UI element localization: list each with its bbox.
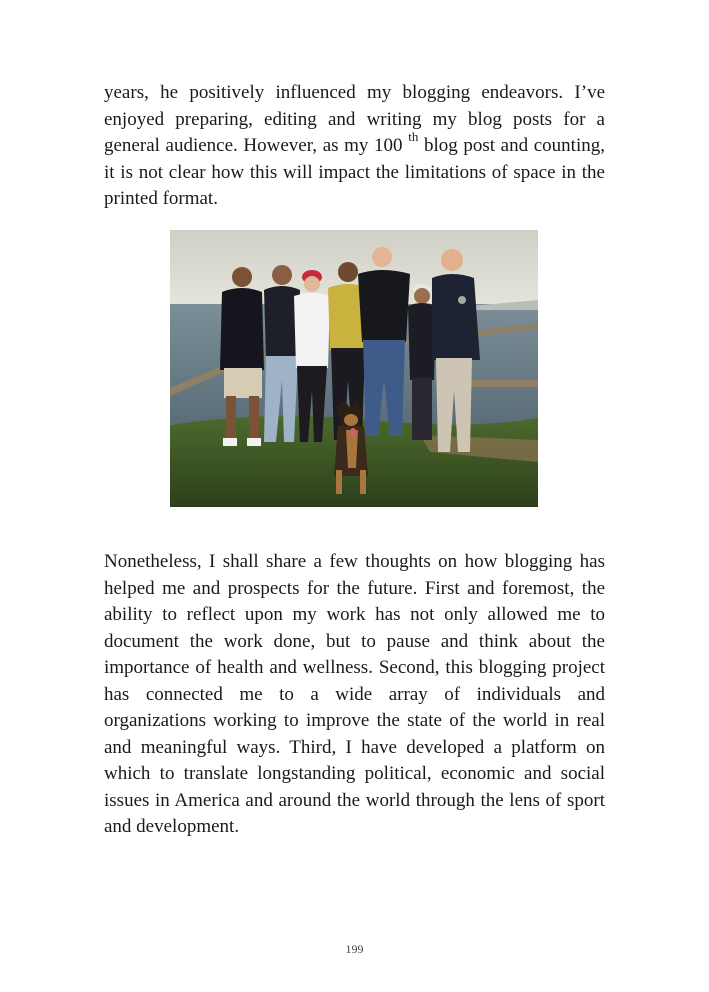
person-6 [408, 284, 436, 440]
para1-text-after: blog post and counting, it is not clear how this will impact the limitations of space in the printed format. [104, 135, 605, 209]
paragraph-top [104, 80, 605, 213]
para1-text-before: years, he positively influenced my blogging endeavors. I’ve enjoyed preparing, editing and writing my blog posts for a general audience. However, as my 100 [104, 82, 605, 156]
page-number: 199 [345, 942, 364, 956]
paragraph-bottom: Nonetheless, I shall share a few thoughts on how blogging has helped me and prospects for the future. First and foremost, the ability to reflect upon my work has not only allowed me to document the work done, but to pause and think about the importance of health and wellness. Second, this blogging project has connected me to a wide array of individuals and organizations working to improve the state of the world in real and meaningful ways. Third, I have developed a platform on which to translate longstanding political, economic and social issues in America and around the world through the lens of sport and development. [104, 551, 605, 837]
group-photo-illustration [170, 230, 538, 507]
superscript-th: th [408, 128, 419, 144]
group-photo [170, 230, 538, 507]
